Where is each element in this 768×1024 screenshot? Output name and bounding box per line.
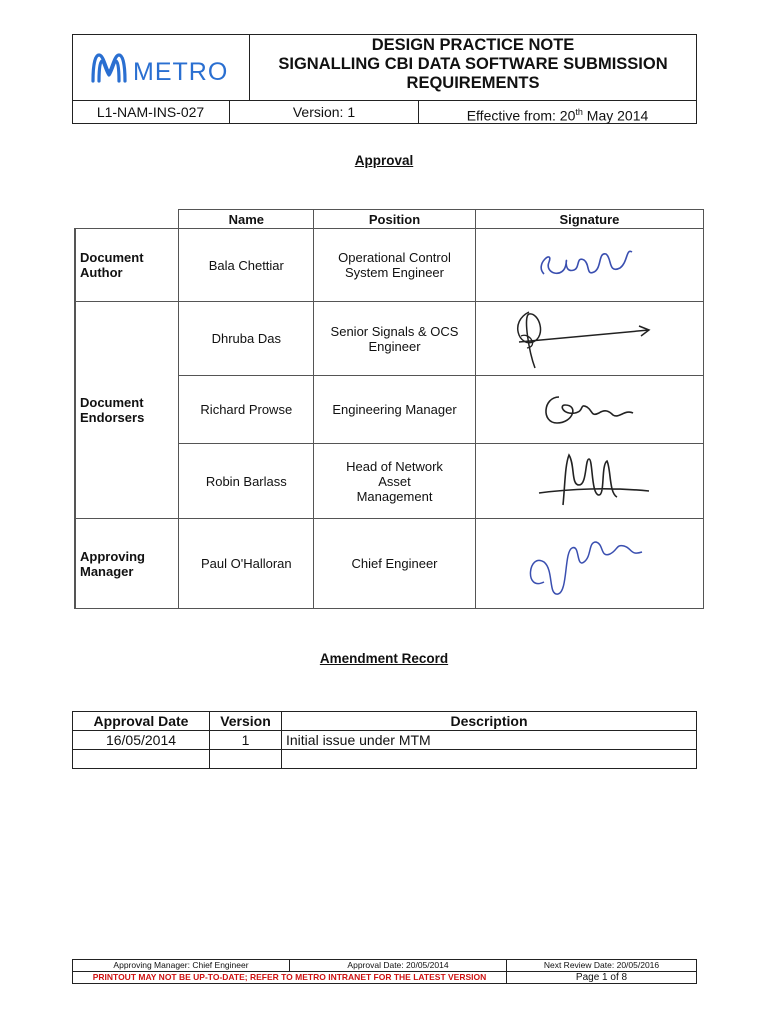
description-cell	[282, 750, 697, 769]
signature-cell	[475, 444, 703, 519]
footer-warning: PRINTOUT MAY NOT BE UP-TO-DATE; REFER TO METRO INTRANET FOR THE LATEST VERSION	[73, 972, 507, 984]
document-id: L1-NAM-INS-027	[96, 104, 205, 120]
effective-date: Effective from: 20th May 2014	[466, 107, 649, 124]
column-header: Signature	[475, 210, 703, 229]
approver-position: Chief Engineer	[314, 519, 476, 609]
svg-text:METRO: METRO	[133, 58, 229, 86]
page-number: Page 1 of 8	[507, 972, 697, 984]
approver-position: Senior Signals & OCS Engineer	[314, 302, 476, 376]
version-cell	[210, 750, 282, 769]
table-row	[73, 750, 697, 769]
description-cell: Initial issue under MTM	[282, 731, 697, 750]
signature-image	[524, 234, 654, 294]
approval-row	[75, 519, 704, 609]
column-header: Version	[210, 712, 282, 731]
signature-image	[499, 302, 679, 372]
approval-date-cell: 16/05/2014	[73, 731, 210, 750]
approver-position: Head of Network Asset Management	[314, 444, 476, 519]
document-footer	[72, 959, 697, 984]
signature-cell	[475, 302, 703, 376]
signature-cell	[475, 519, 703, 609]
approver-name: Bala Chettiar	[179, 229, 314, 302]
amendment-heading: Amendment Record	[319, 651, 449, 666]
column-header: Approval Date	[73, 712, 210, 731]
approval-row	[75, 229, 704, 302]
document-version: Version: 1	[292, 104, 356, 120]
footer-approval-date: Approval Date: 20/05/2014	[290, 960, 507, 972]
approver-position: Engineering Manager	[314, 376, 476, 444]
column-header: Position	[314, 210, 476, 229]
signature-cell	[475, 229, 703, 302]
role-label: Approving Manager	[75, 519, 179, 609]
approver-name: Richard Prowse	[179, 376, 314, 444]
metro-logo	[73, 35, 249, 100]
amendment-table	[72, 711, 697, 769]
approver-name: Paul O'Halloran	[179, 519, 314, 609]
approval-row	[75, 302, 704, 376]
signature-cell	[475, 376, 703, 444]
document-title: DESIGN PRACTICE NOTE SIGNALLING CBI DATA SOFTWARE SUBMISSION REQUIREMENTS	[278, 36, 668, 92]
approval-table	[74, 209, 704, 607]
approval-date-cell	[73, 750, 210, 769]
footer-next-review: Next Review Date: 20/05/2016	[507, 960, 697, 972]
table-row	[73, 731, 697, 750]
signature-image	[529, 383, 649, 433]
signature-image	[519, 445, 659, 515]
approver-name: Robin Barlass	[179, 444, 314, 519]
approver-name: Dhruba Das	[179, 302, 314, 376]
role-label: Document Endorsers	[75, 302, 179, 519]
signature-image	[514, 522, 664, 602]
role-label: Document Author	[75, 229, 179, 302]
version-cell: 1	[210, 731, 282, 750]
approver-position: Operational Control System Engineer	[314, 229, 476, 302]
footer-approving-manager: Approving Manager: Chief Engineer	[73, 960, 290, 972]
approval-heading: Approval	[354, 153, 414, 168]
column-header: Name	[179, 210, 314, 229]
column-header: Description	[282, 712, 697, 731]
